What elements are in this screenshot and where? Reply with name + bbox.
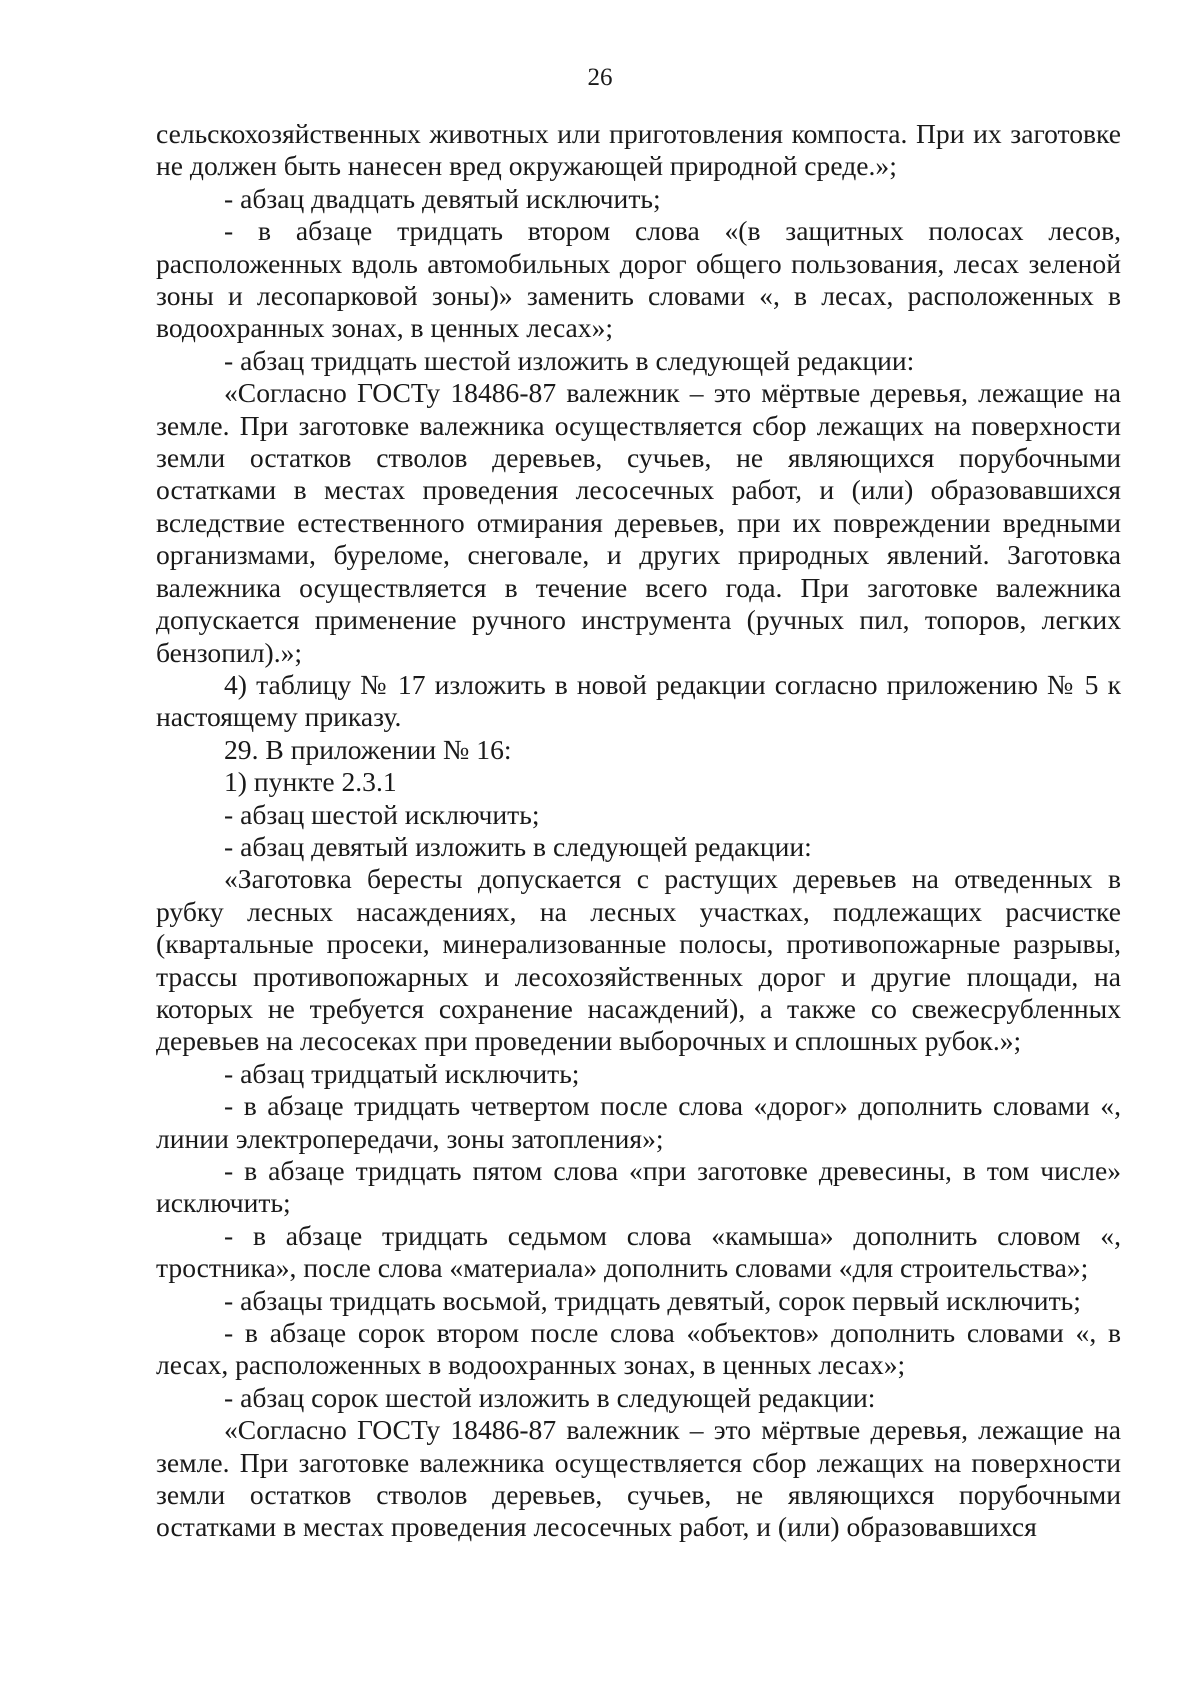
paragraph: - в абзаце сорок втором после слова «объектов» дополнить словами «, в лесах, расположенных в водоохранных зонах, в ценных лесах»; bbox=[156, 1317, 1121, 1381]
paragraph: - абзац тридцатый исключить; bbox=[224, 1057, 580, 1089]
paragraph: - в абзаце тридцать четвертом после слова «дорог» дополнить словами «, линии электропередачи, зоны затопления»; bbox=[156, 1090, 1121, 1154]
paragraph: - в абзаце тридцать пятом слова «при заготовке древесины, в том числе» исключить; bbox=[156, 1155, 1121, 1219]
document-body bbox=[156, 118, 1121, 1544]
paragraph: - абзацы тридцать восьмой, тридцать девятый, сорок первый исключить; bbox=[224, 1284, 1081, 1316]
paragraph: сельскохозяйственных животных или приготовления компоста. При их заготовке не должен быть нанесен вред окружающей природной среде.»; bbox=[156, 118, 1121, 182]
paragraph: 4) таблицу № 17 изложить в новой редакции согласно приложению № 5 к настоящему приказу. bbox=[156, 668, 1121, 733]
paragraph: - абзац тридцать шестой изложить в следующей редакции: bbox=[224, 344, 915, 376]
paragraph: - абзац сорок шестой изложить в следующей редакции: bbox=[224, 1381, 876, 1413]
paragraph: - абзац девятый изложить в следующей редакции: bbox=[224, 830, 812, 862]
page-number: 26 bbox=[587, 64, 613, 91]
paragraph: - абзац шестой исключить; bbox=[224, 798, 540, 830]
paragraph: - в абзаце тридцать втором слова «(в защитных полосах лесов, расположенных вдоль автомобильных дорог общего пользования, лесах зеленой зоны и лесопарковой зоны)» заменить словами «, в лесах, расположенных в водоохранных зонах, в ценных лесах»; bbox=[156, 215, 1121, 344]
paragraph: - абзац двадцать девятый исключить; bbox=[224, 182, 661, 214]
paragraph: «Согласно ГОСТу 18486-87 валежник – это мёртвые деревья, лежащие на земле. При заготовке валежника осуществляется сбор лежащих на поверхности земли остатков стволов деревьев, сучьев, не являющихся порубочными остатками в местах проведения лесосечных работ, и (или) образовавшихся вследствие естественного отмирания деревьев, при их повреждении вредными организмами, буреломе, снеговале, и других природных явлений. Заготовка валежника осуществляется в течение всего года. При заготовке валежника допускается применение ручного инструмента (ручных пил, топоров, легких бензопил).»; bbox=[156, 377, 1121, 668]
paragraph: 29. В приложении № 16: bbox=[224, 733, 512, 765]
paragraph: «Согласно ГОСТу 18486-87 валежник – это мёртвые деревья, лежащие на земле. При заготовке валежника осуществляется сбор лежащих на поверхности земли остатков стволов деревьев, сучьев, не являющихся порубочными остатками в местах проведения лесосечных работ, и (или) образовавшихся bbox=[156, 1414, 1121, 1543]
paragraph: «Заготовка бересты допускается с растущих деревьев на отведенных в рубку лесных насаждениях, на лесных участках, подлежащих расчистке (квартальные просеки, минерализованные полосы, противопожарные разрывы, трассы противопожарных и лесохозяйственных дорог и другие площади, на которых не требуется сохранение насаждений), а также со свежесрубленных деревьев на лесосеках при проведении выборочных и сплошных рубок.»; bbox=[156, 863, 1121, 1057]
paragraph: - в абзаце тридцать седьмом слова «камыша» дополнить словом «, тростника», после слова «материала» дополнить словами «для строительства»; bbox=[156, 1219, 1121, 1284]
paragraph: 1) пункте 2.3.1 bbox=[224, 766, 397, 798]
